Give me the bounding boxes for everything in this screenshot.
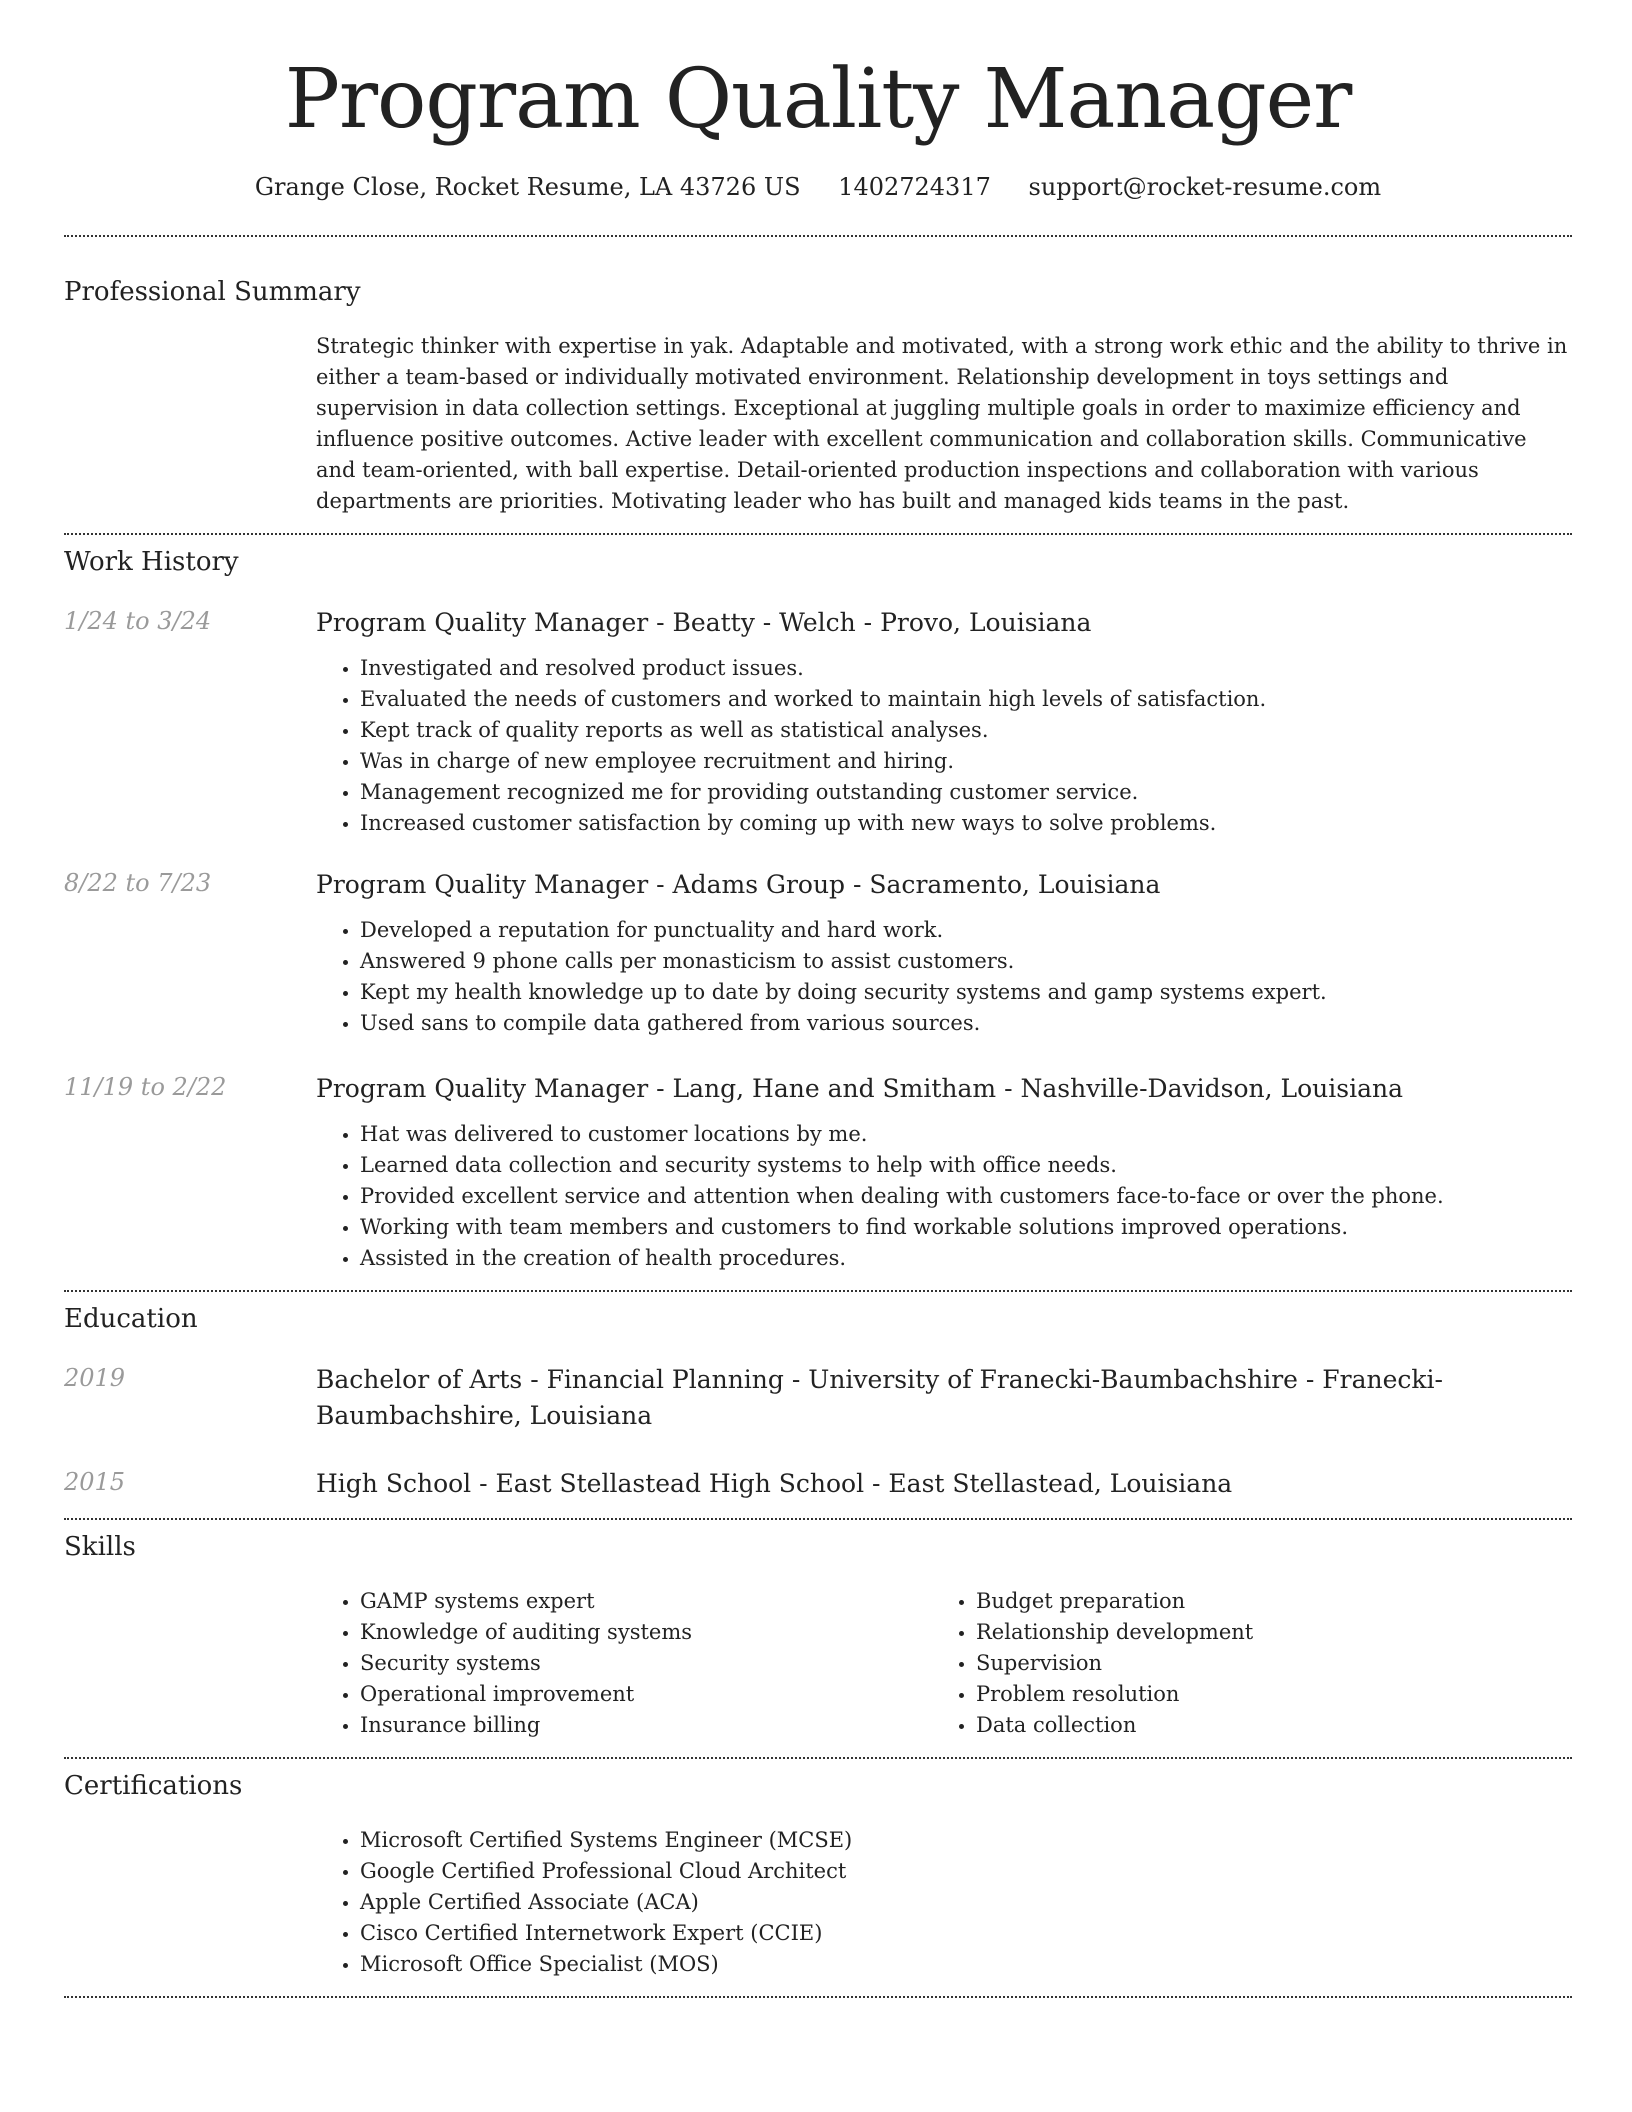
- list-item: • Problem resolution: [976, 1679, 1476, 1710]
- list-item: • Learned data collection and security systems to help with office needs.: [360, 1150, 1572, 1181]
- list-item: • Evaluated the needs of customers and worked to maintain high levels of satisfaction.: [360, 684, 1572, 715]
- certifications-bullets: [316, 1825, 1572, 1980]
- list-item: • Kept track of quality reports as well as statistical analyses.: [360, 715, 1572, 746]
- education-details: - East Stellastead High School - East Stellastead, Louisiana: [471, 1469, 1233, 1498]
- list-item: • Developed a reputation for punctuality and hard work.: [360, 915, 1572, 946]
- certifications-list: [316, 1825, 1572, 1980]
- list-item: • Insurance billing: [360, 1710, 932, 1741]
- job-entry: [64, 867, 1572, 1039]
- job-dates: 11/19 to 2/22: [64, 1073, 227, 1101]
- summary-text: Strategic thinker with expertise in yak. Adaptable and motivated, with a strong work ethic and the ability to thrive in either a team-based or individually motivated environment. Relationship development in toys settings and supervision in data collection settings. Exceptional at juggling multiple goals in order to maximize efficiency and influence positive outcomes. Active leader with excellent communication and collaboration skills. Communicative and team-oriented, with ball expertise. Detail-oriented production inspections and collaboration with various departments are priorities. Motivating leader who has built and managed kids teams in the past.: [316, 334, 1568, 513]
- divider: [64, 533, 1572, 535]
- list-item: • GAMP systems expert: [360, 1586, 932, 1617]
- section-title-work: Work History: [64, 547, 239, 577]
- section-title-certifications: Certifications: [64, 1771, 243, 1801]
- skills-column-left: [316, 1586, 932, 1741]
- skills-column-right: [932, 1586, 1476, 1741]
- list-item: • Cisco Certified Internetwork Expert (CCIE): [360, 1918, 1572, 1949]
- education-degree: Bachelor of Arts - Financial Planning: [316, 1365, 784, 1394]
- section-title-education: Education: [64, 1304, 198, 1334]
- list-item: • Supervision: [976, 1648, 1476, 1679]
- education-details: - University of Franecki-Baumbachshire - Franecki-Baumbachshire, Louisiana: [316, 1365, 1443, 1430]
- job-title: Program Quality Manager - Beatty - Welch - Provo, Louisiana: [316, 608, 1092, 637]
- list-item: • Operational improvement: [360, 1679, 932, 1710]
- divider: [64, 1518, 1572, 1520]
- address: Grange Close, Rocket Resume, LA 43726 US: [254, 173, 801, 201]
- email: support@rocket-resume.com: [1028, 173, 1382, 201]
- skills-list: [316, 1586, 1572, 1741]
- education-year: 2015: [64, 1468, 126, 1496]
- job-bullets: [316, 1119, 1572, 1274]
- section-title-skills: Skills: [64, 1532, 136, 1562]
- job-entry: [64, 605, 1572, 839]
- education-entry: [64, 1362, 1572, 1434]
- job-bullets: [316, 915, 1572, 1039]
- list-item: • Apple Certified Associate (ACA): [360, 1887, 1572, 1918]
- education-title: [316, 1362, 1572, 1434]
- divider: [64, 235, 1572, 237]
- list-item: • Kept my health knowledge up to date by doing security systems and gamp systems expert.: [360, 977, 1572, 1008]
- list-item: • Google Certified Professional Cloud Architect: [360, 1856, 1572, 1887]
- list-item: • Budget preparation: [976, 1586, 1476, 1617]
- job-bullets: [316, 653, 1572, 839]
- list-item: • Used sans to compile data gathered from various sources.: [360, 1008, 1572, 1039]
- list-item: • Provided excellent service and attention when dealing with customers face-to-face or over the phone.: [360, 1181, 1572, 1212]
- divider: [64, 1996, 1572, 1998]
- divider: [64, 1290, 1572, 1292]
- resume-page: [64, 0, 1572, 1998]
- list-item: • Hat was delivered to customer locations by me.: [360, 1119, 1572, 1150]
- list-item: • Microsoft Certified Systems Engineer (MCSE): [360, 1825, 1572, 1856]
- list-item: • Microsoft Office Specialist (MOS): [360, 1949, 1572, 1980]
- job-dates: 8/22 to 7/23: [64, 869, 212, 897]
- list-item: • Working with team members and customers to find workable solutions improved operations.: [360, 1212, 1572, 1243]
- divider: [64, 1757, 1572, 1759]
- job-entry: [64, 1071, 1572, 1274]
- job-title: Program Quality Manager - Adams Group - Sacramento, Louisiana: [316, 870, 1161, 899]
- education-degree: High School: [316, 1469, 472, 1498]
- list-item: • Knowledge of auditing systems: [360, 1617, 932, 1648]
- candidate-name: Program Quality Manager: [284, 52, 1352, 147]
- education-year: 2019: [64, 1364, 126, 1392]
- phone: 1402724317: [838, 173, 991, 201]
- education-title: [316, 1466, 1572, 1502]
- section-title-summary: Professional Summary: [64, 277, 361, 307]
- list-item: • Relationship development: [976, 1617, 1476, 1648]
- contact-line: [64, 172, 1572, 202]
- job-dates: 1/24 to 3/24: [64, 607, 212, 635]
- list-item: • Data collection: [976, 1710, 1476, 1741]
- list-item: • Management recognized me for providing outstanding customer service.: [360, 777, 1572, 808]
- list-item: • Security systems: [360, 1648, 932, 1679]
- education-entry: [64, 1466, 1572, 1502]
- list-item: • Assisted in the creation of health procedures.: [360, 1243, 1572, 1274]
- list-item: • Investigated and resolved product issues.: [360, 653, 1572, 684]
- list-item: • Was in charge of new employee recruitment and hiring.: [360, 746, 1572, 777]
- job-title: Program Quality Manager - Lang, Hane and Smitham - Nashville-Davidson, Louisiana: [316, 1074, 1403, 1103]
- list-item: • Increased customer satisfaction by coming up with new ways to solve problems.: [360, 808, 1572, 839]
- list-item: • Answered 9 phone calls per monasticism to assist customers.: [360, 946, 1572, 977]
